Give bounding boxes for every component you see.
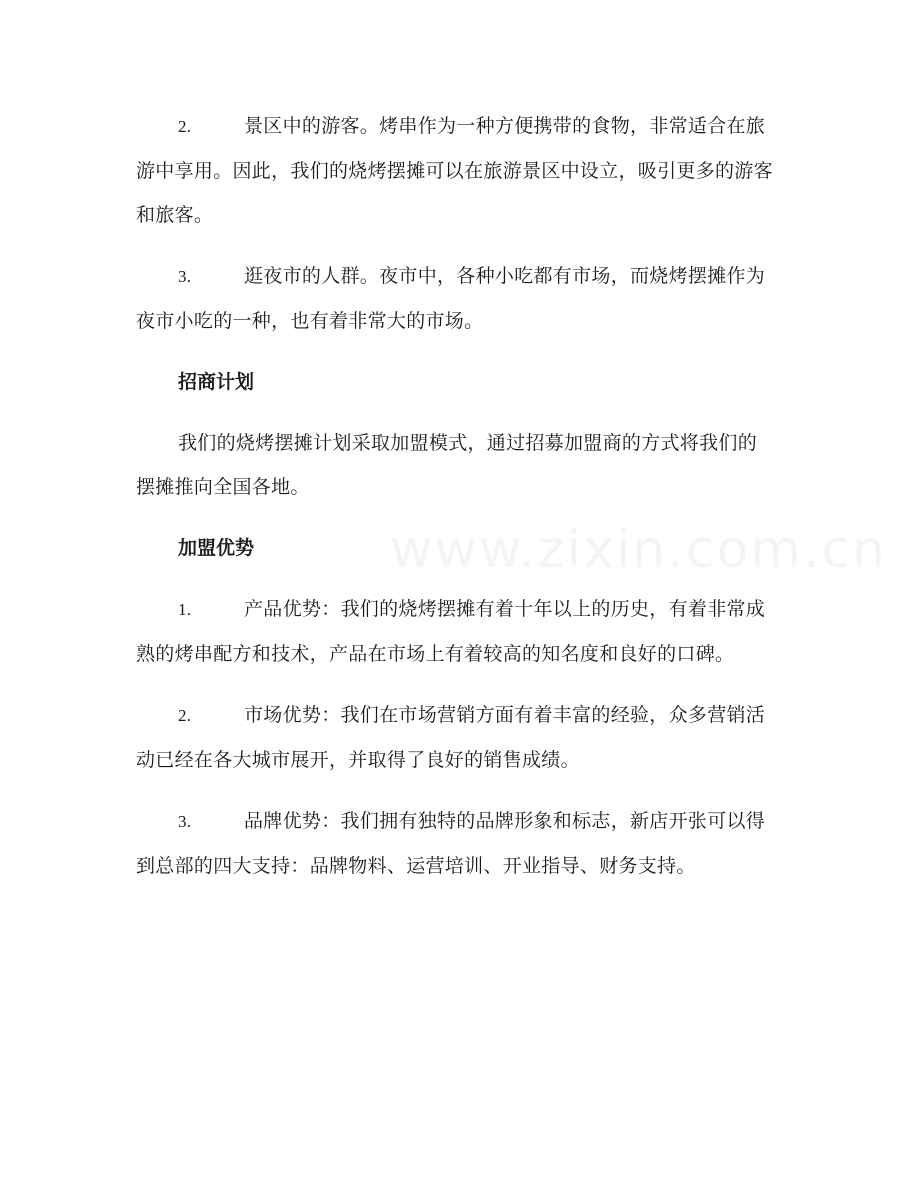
list-text: 景区中的游客。烤串作为一种方便携带的食物，非常适合在旅游中享用。因此，我们的烧烤摆摊可以在旅游景区中设立，吸引更多的游客和旅客。 [136, 115, 773, 226]
list-item [136, 104, 776, 237]
list-text: 逛夜市的人群。夜市中，各种小吃都有市场，而烧烤摆摊作为夜市小吃的一种，也有着非常大的市场。 [136, 265, 766, 332]
list-text: 产品优势：我们的烧烤摆摊有着十年以上的历史，有着非常成熟的烤串配方和技术，产品在市场上有着较高的知名度和良好的口碑。 [136, 598, 766, 665]
list-text: 市场优势：我们在市场营销方面有着丰富的经验，众多营销活动已经在各大城市展开，并取得了良好的销售成绩。 [136, 704, 766, 771]
list-item [136, 693, 776, 782]
list-text: 品牌优势：我们拥有独特的品牌形象和标志，新店开张可以得到总部的四大支持：品牌物料、运营培训、开业指导、财务支持。 [136, 810, 766, 877]
document-body [136, 104, 776, 905]
section-paragraph: 我们的烧烤摆摊计划采取加盟模式，通过招募加盟商的方式将我们的摆摊推向全国各地。 [136, 432, 758, 498]
section-heading-recruitment: 招商计划 [178, 371, 255, 393]
list-number: 3. [178, 812, 192, 831]
list-number: 2. [178, 117, 192, 136]
list-item [136, 254, 776, 343]
list-number: 3. [178, 267, 192, 286]
section-heading-advantages: 加盟优势 [178, 537, 255, 559]
list-number: 1. [178, 600, 192, 619]
list-item [136, 587, 776, 676]
list-item [136, 799, 776, 888]
list-number: 2. [178, 706, 192, 725]
